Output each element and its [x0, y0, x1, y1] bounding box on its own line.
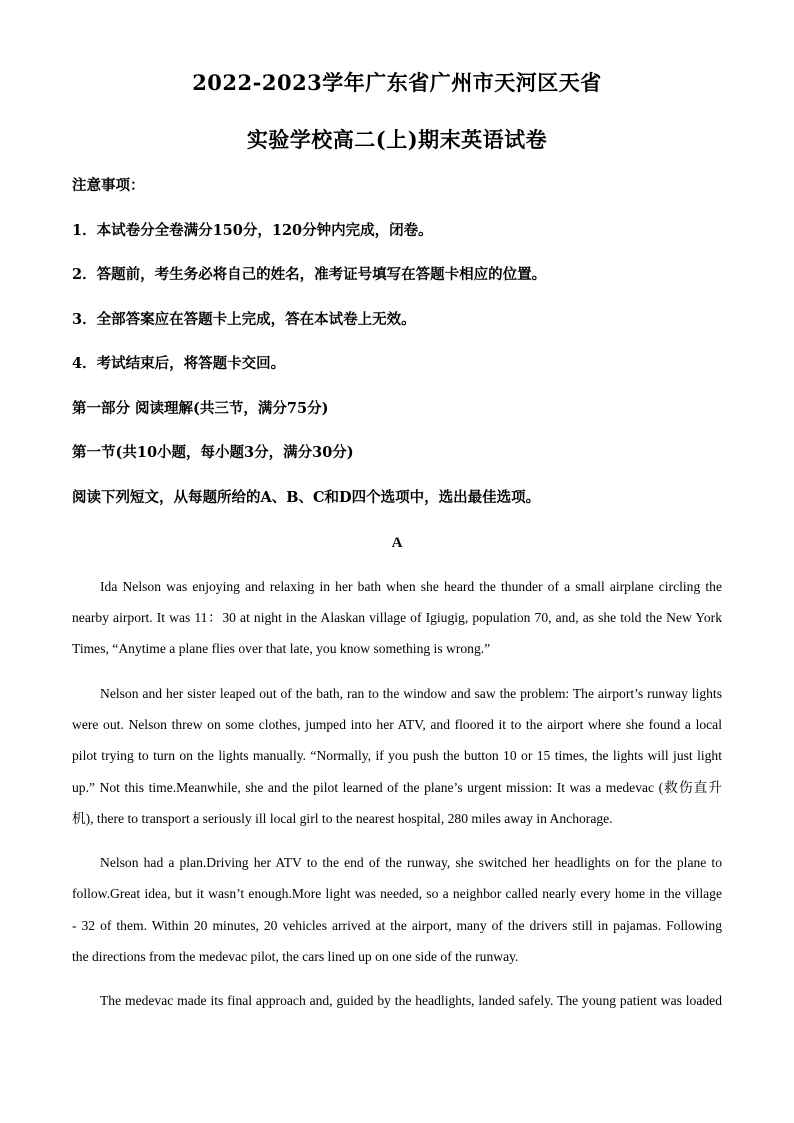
notice-item-3: 3．全部答案应在答题卡上完成，答在本试卷上无效。: [72, 311, 416, 328]
exam-title-line-1: 2022-2023学年广东省广州市天河区天省: [192, 70, 602, 95]
passage-line: Times, “Anytime a plane flies over that late, you know something is wrong.”: [72, 641, 491, 656]
passage-line: Ida Nelson was enjoying and relaxing in her bath when she heard the thunder of a small airplane circling the: [100, 579, 722, 594]
passage-line: follow.Great idea, but it wasn’t enough.More light was needed, so a neighbor called nearly every home in the village: [72, 886, 722, 901]
passage-line: - 32 of them. Within 20 minutes, 20 vehicles arrived at the airport, many of the drivers still in pajamas. Following: [72, 918, 722, 933]
section1-heading: 第一节(共10小题，每小题3分，满分30分): [72, 444, 354, 461]
passage-line: 机), there to transport a seriously ill local girl to the nearest hospital, 280 miles away in Anchorage.: [72, 811, 613, 826]
passage-line: Nelson and her sister leaped out of the bath, ran to the window and saw the problem: The airport’s runway lights: [100, 686, 722, 701]
notice-item-2: 2．答题前，考生务必将自己的姓名，准考证号填写在答题卡相应的位置。: [72, 266, 547, 283]
part1-heading: 第一部分 阅读理解(共三节，满分75分): [72, 400, 329, 417]
passage-line: The medevac made its final approach and, guided by the headlights, landed safely. The young patient was loaded: [100, 993, 722, 1008]
exam-title-line-2: 实验学校高二(上)期末英语试卷: [246, 127, 548, 152]
notice-heading: 注意事项：: [72, 177, 145, 194]
passage-line: pilot trying to turn on the lights manually. “Normally, if you push the button 10 or 15 times, the lights will just light: [72, 748, 722, 763]
passage-letter: A: [391, 535, 403, 551]
reading-instruction: 阅读下列短文，从每题所给的A、B、C和D四个选项中，选出最佳选项。: [72, 489, 541, 506]
notice-item-4: 4．考试结束后，将答题卡交回。: [72, 355, 286, 372]
passage-line: up.” Not this time.Meanwhile, she and the pilot learned of the plane’s urgent mission: It was a medevac (救伤直升: [72, 780, 722, 795]
notice-item-1: 1．本试卷分全卷满分150分，120分钟内完成，闭卷。: [72, 222, 433, 239]
passage-line: the directions from the medevac pilot, the cars lined up on one side of the runway.: [72, 949, 519, 964]
passage-line: Nelson had a plan.Driving her ATV to the end of the runway, she switched her headlights on for the plane to: [100, 855, 722, 870]
passage-line: were out. Nelson threw on some clothes, jumped into her ATV, and floored it to the airport where she found a local: [72, 717, 722, 732]
passage-line: nearby airport. It was 11：30 at night in the Alaskan village of Igiugig, population 70, and, as she told the New York: [72, 610, 722, 625]
